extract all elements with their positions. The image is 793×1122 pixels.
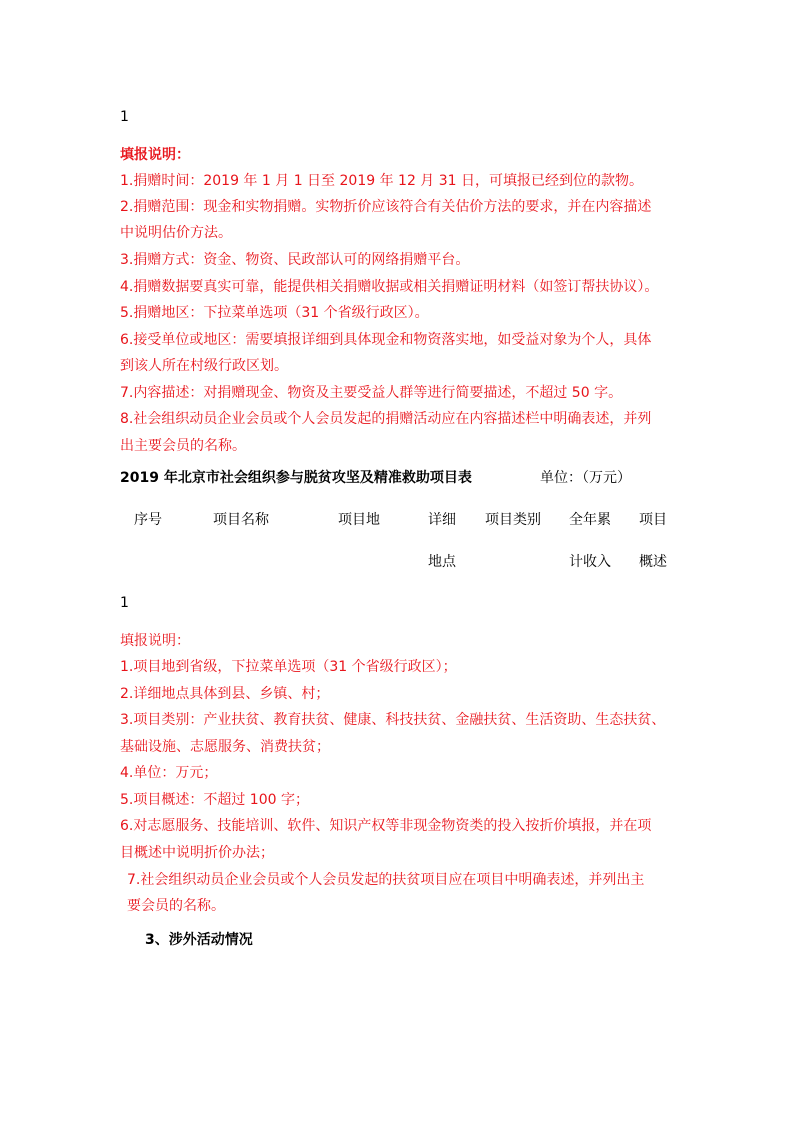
note-line: 5.捐赠地区：下拉菜单选项（31 个省级行政区）。 [120,305,429,321]
note-line: 目概述中说明折价办法； [120,845,274,861]
note-line: 6.接受单位或地区：需要填报详细到具体现金和物资落实地，如受益对象为个人，具体 [120,332,652,348]
note-line: 3.捐赠方式：资金、物资、民政部认可的网络捐赠平台。 [120,252,470,268]
note-line: 5.项目概述：不超过 100 字； [120,792,309,808]
header-category: 项目类别 [485,512,541,528]
note-line: 1.捐赠时间：2019 年 1 月 1 日至 2019 年 12 月 31 日，可填报已经到位的款物。 [120,173,644,189]
note-line: 6.对志愿服务、技能培训、软件、知识产权等非现金物资类的投入按折价填报，并在项 [120,818,652,834]
header-income-line1: 全年累 [569,512,611,528]
header-detail-line2: 地点 [428,554,456,570]
note-line: 要会员的名称。 [127,898,225,914]
note-line: 2.捐赠范围：现金和实物捐赠。实物折价应该符合有关估价方法的要求，并在内容描述 [120,199,652,215]
header-seq: 序号 [134,512,162,528]
header-summary-line1: 项目 [639,512,667,528]
note-line: 出主要会员的名称。 [120,438,246,454]
header-location: 项目地 [338,512,380,528]
note-line: 2.详细地点具体到县、乡镇、村； [120,686,330,702]
header-income-line2: 计收入 [569,554,611,570]
notes-title-1: 填报说明： [120,147,190,163]
note-line: 中说明估价方法。 [120,225,232,241]
table-unit: 单位：（万元） [540,470,631,486]
note-line: 基础设施、志愿服务、消费扶贫； [120,739,330,755]
table-title: 2019 年北京市社会组织参与脱贫攻坚及精准救助项目表 [120,470,472,486]
note-line: 3.项目类别：产业扶贫、教育扶贫、健康、科技扶贫、金融扶贫、生活资助、生态扶贫、 [120,712,666,728]
note-line: 7.内容描述：对捐赠现金、物资及主要受益人群等进行简要描述，不超过 50 字。 [120,385,623,401]
header-name: 项目名称 [213,512,269,528]
note-line: 7.社会组织动员企业会员或个人会员发起的扶贫项目应在项目中明确表述，并列出主 [127,872,645,888]
header-summary-line2: 概述 [639,554,667,570]
note-line: 4.捐赠数据要真实可靠，能提供相关捐赠收据或相关捐赠证明材料（如签订帮扶协议）。 [120,279,659,295]
note-line: 到该人所在村级行政区划。 [120,358,288,374]
notes-title-2: 填报说明： [120,633,190,649]
section-heading: 3、涉外活动情况 [145,932,253,948]
note-line: 4.单位：万元； [120,765,218,781]
note-line: 8.社会组织动员企业会员或个人会员发起的捐赠活动应在内容描述栏中明确表述，并列 [120,411,652,427]
row-number-1: 1 [120,109,129,125]
row-number-2: 1 [120,595,129,611]
note-line: 1.项目地到省级，下拉菜单选项（31 个省级行政区）； [120,659,457,675]
header-detail-line1: 详细 [428,512,456,528]
